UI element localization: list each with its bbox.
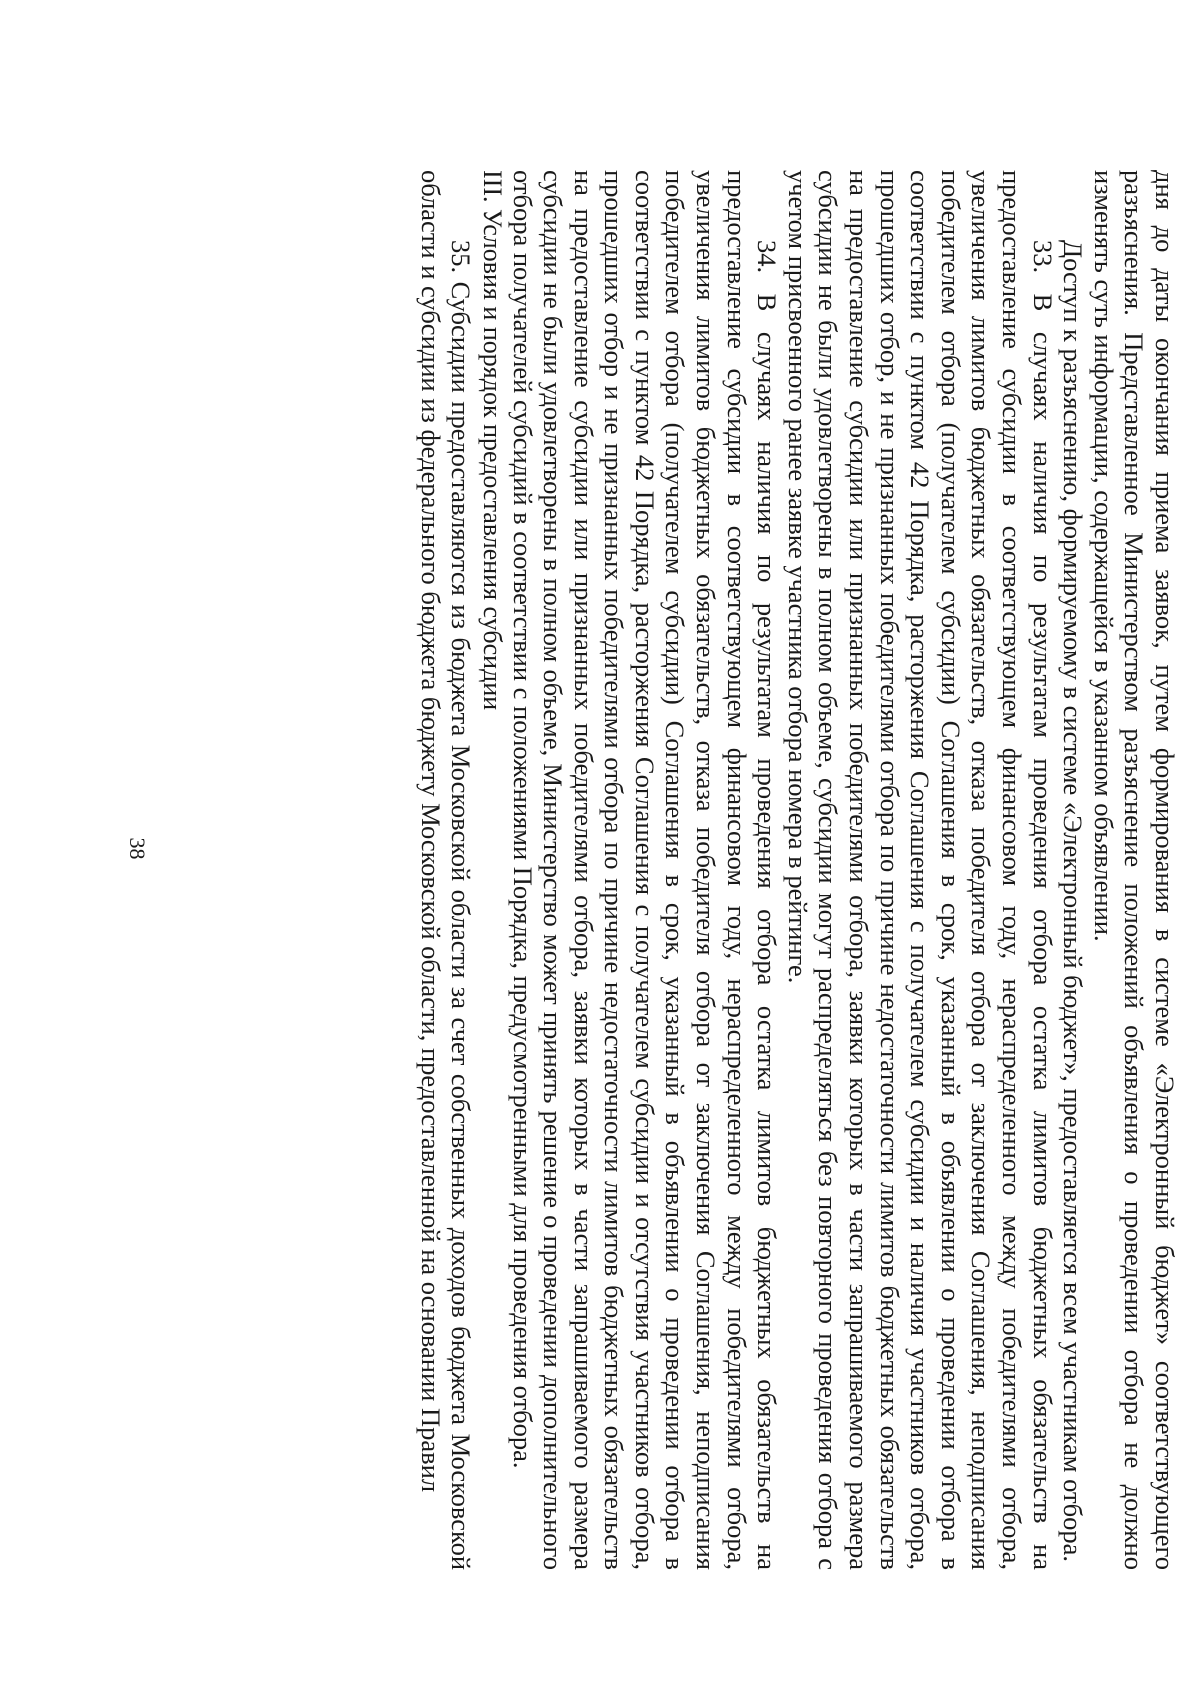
paragraph-33: 33. В случаях наличия по результатам проведения отбора остатка лимитов бюджетных обязательств на предоставление субсидии в соответствующем финансовом году, нераспределенного между победителями отбора, увеличения лимитов бюджетных обязательств, отказа победителя отбора от заключения Соглашения, неподписания победителем отбора (получателем субсидии) Соглашения в срок, указанный в объявлении о проведении отбора в соответствии с пунктом 42 Порядка, расторжения Соглашения с получателем субсидии и наличия участников отбора, прошедших отбор, и не признанных победителями отбора по причине недостаточности лимитов бюджетных обязательств на предоставление субсидии или признанных победителями отбора, заявки которых в части запрашиваемого размера субсидии не были удовлетворены в полном объеме, субсидии могут распределяться без повторного проведения отбора с учетом присвоенного ранее заявке участника отбора номера в рейтинге. — [782, 170, 1058, 1570]
document-body — [415, 170, 1180, 1570]
paragraph-continuation: дня до даты окончания приема заявок, путем формирования в системе «Электронный бюджет» соответствующего разъяснения. Представленное Министерством разъяснение положений объявления о проведении отбора не должно изменять суть информации, содержащейся в указанном объявлении. — [1088, 170, 1180, 1570]
paragraph-35: 35. Субсидии предоставляются из бюджета Московской области за счет собственных доходов бюджета Московской области и субсидии из федерального бюджета бюджету Московской области, предоставленной на основании Правил — [415, 170, 477, 1570]
paragraph-access: Доступ к разъяснению, формируемому в системе «Электронный бюджет», предоставляется всем участникам отбора. — [1058, 240, 1089, 1562]
page-number: 38 — [125, 837, 150, 860]
paragraph-34: 34. В случаях наличия по результатам проведения отбора остатка лимитов бюджетных обязательств на предоставление субсидии в соответствующем финансовом году, нераспределенного между победителями отбора, увеличения лимитов бюджетных обязательств, отказа победителя отбора от заключения Соглашения, неподписания победителем отбора (получателем субсидии) Соглашения в срок, указанный в объявлении о проведении отбора в соответствии с пунктом 42 Порядка, расторжения Соглашения с получателем субсидии и отсутствия участников отбора, прошедших отбор и не признанных победителями отбора по причине недостаточности лимитов бюджетных обязательств на предоставление субсидии или признанных победителями отбора, заявки которых в части запрашиваемого размера субсидии не были удовлетворены в полном объеме, Министерство может принять решение о проведении дополнительного отбора получателей субсидий в соответствии с положениями Порядка, предусмотренными для проведения отбора. — [507, 170, 783, 1570]
section-heading: III. Условия и порядок предоставления субсидии — [477, 170, 507, 711]
